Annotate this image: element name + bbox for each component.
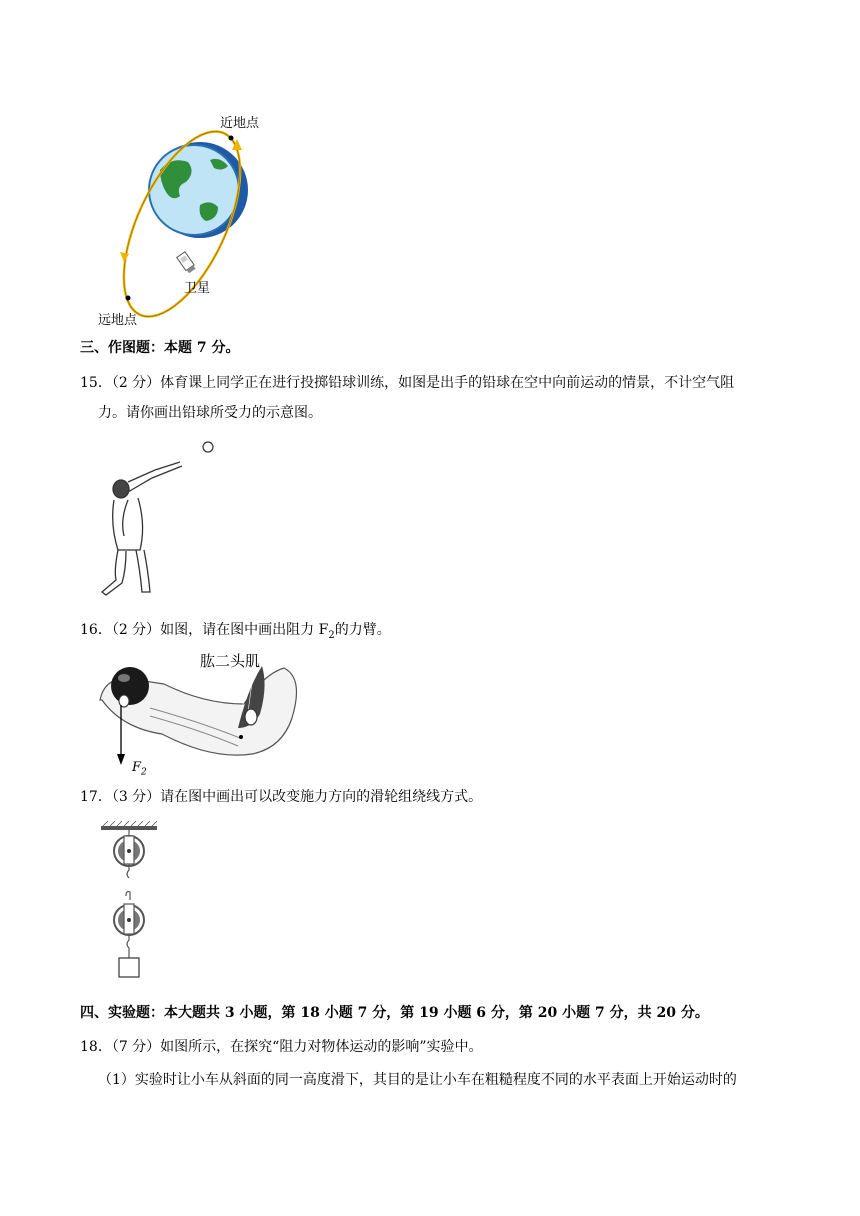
satellite-label: 卫星 — [184, 281, 211, 296]
q16-suffix: 的力臂。 — [334, 622, 391, 638]
q15-line1: 15．（2 分）体育课上同学正在进行投掷铅球训练，如图是出手的铅球在空中向前运动的情景，不计空气阻 — [80, 375, 735, 391]
force-label-f: F — [132, 760, 142, 775]
ceiling — [101, 826, 157, 830]
biceps-label: 肱二头肌 — [200, 652, 261, 670]
q16-subscript: 2 — [328, 629, 335, 641]
q18-line1: 18．（7 分）如图所示，在探究“阻力对物体运动的影响”实验中。 — [80, 1039, 483, 1055]
apogee-label: 远地点 — [98, 313, 138, 328]
section-4-heading: 四、实验题：本大题共 3 小题，第 18 小题 7 分，第 19 小题 6 分，第 20 小题 7 分，共 20 分。 — [80, 1005, 709, 1021]
movable-pulley-hook — [127, 934, 129, 958]
q16-prefix: 16．（2 分）如图，请在图中画出阻力 F — [80, 622, 329, 638]
movable-pulley-hook-top — [126, 892, 130, 901]
q17-text: 17．（3 分）请在图中画出可以改变施力方向的滑轮组绕线方式。 — [80, 789, 483, 805]
movable-pulley — [114, 904, 144, 935]
q15-line2: 力。请你画出铅球所受力的示意图。 — [98, 405, 322, 421]
perigee-label: 近地点 — [220, 116, 260, 131]
fixed-pulley — [114, 836, 144, 866]
weight-block — [119, 958, 139, 977]
section-3-heading: 三、作图题：本题 7 分。 — [80, 340, 240, 356]
q18-sub1: （1）实验时让小车从斜面的同一高度滑下，其目的是让小车在粗糙程度不同的水平表面上开始运动时的 — [98, 1072, 737, 1088]
force-label-sub: 2 — [141, 767, 147, 778]
